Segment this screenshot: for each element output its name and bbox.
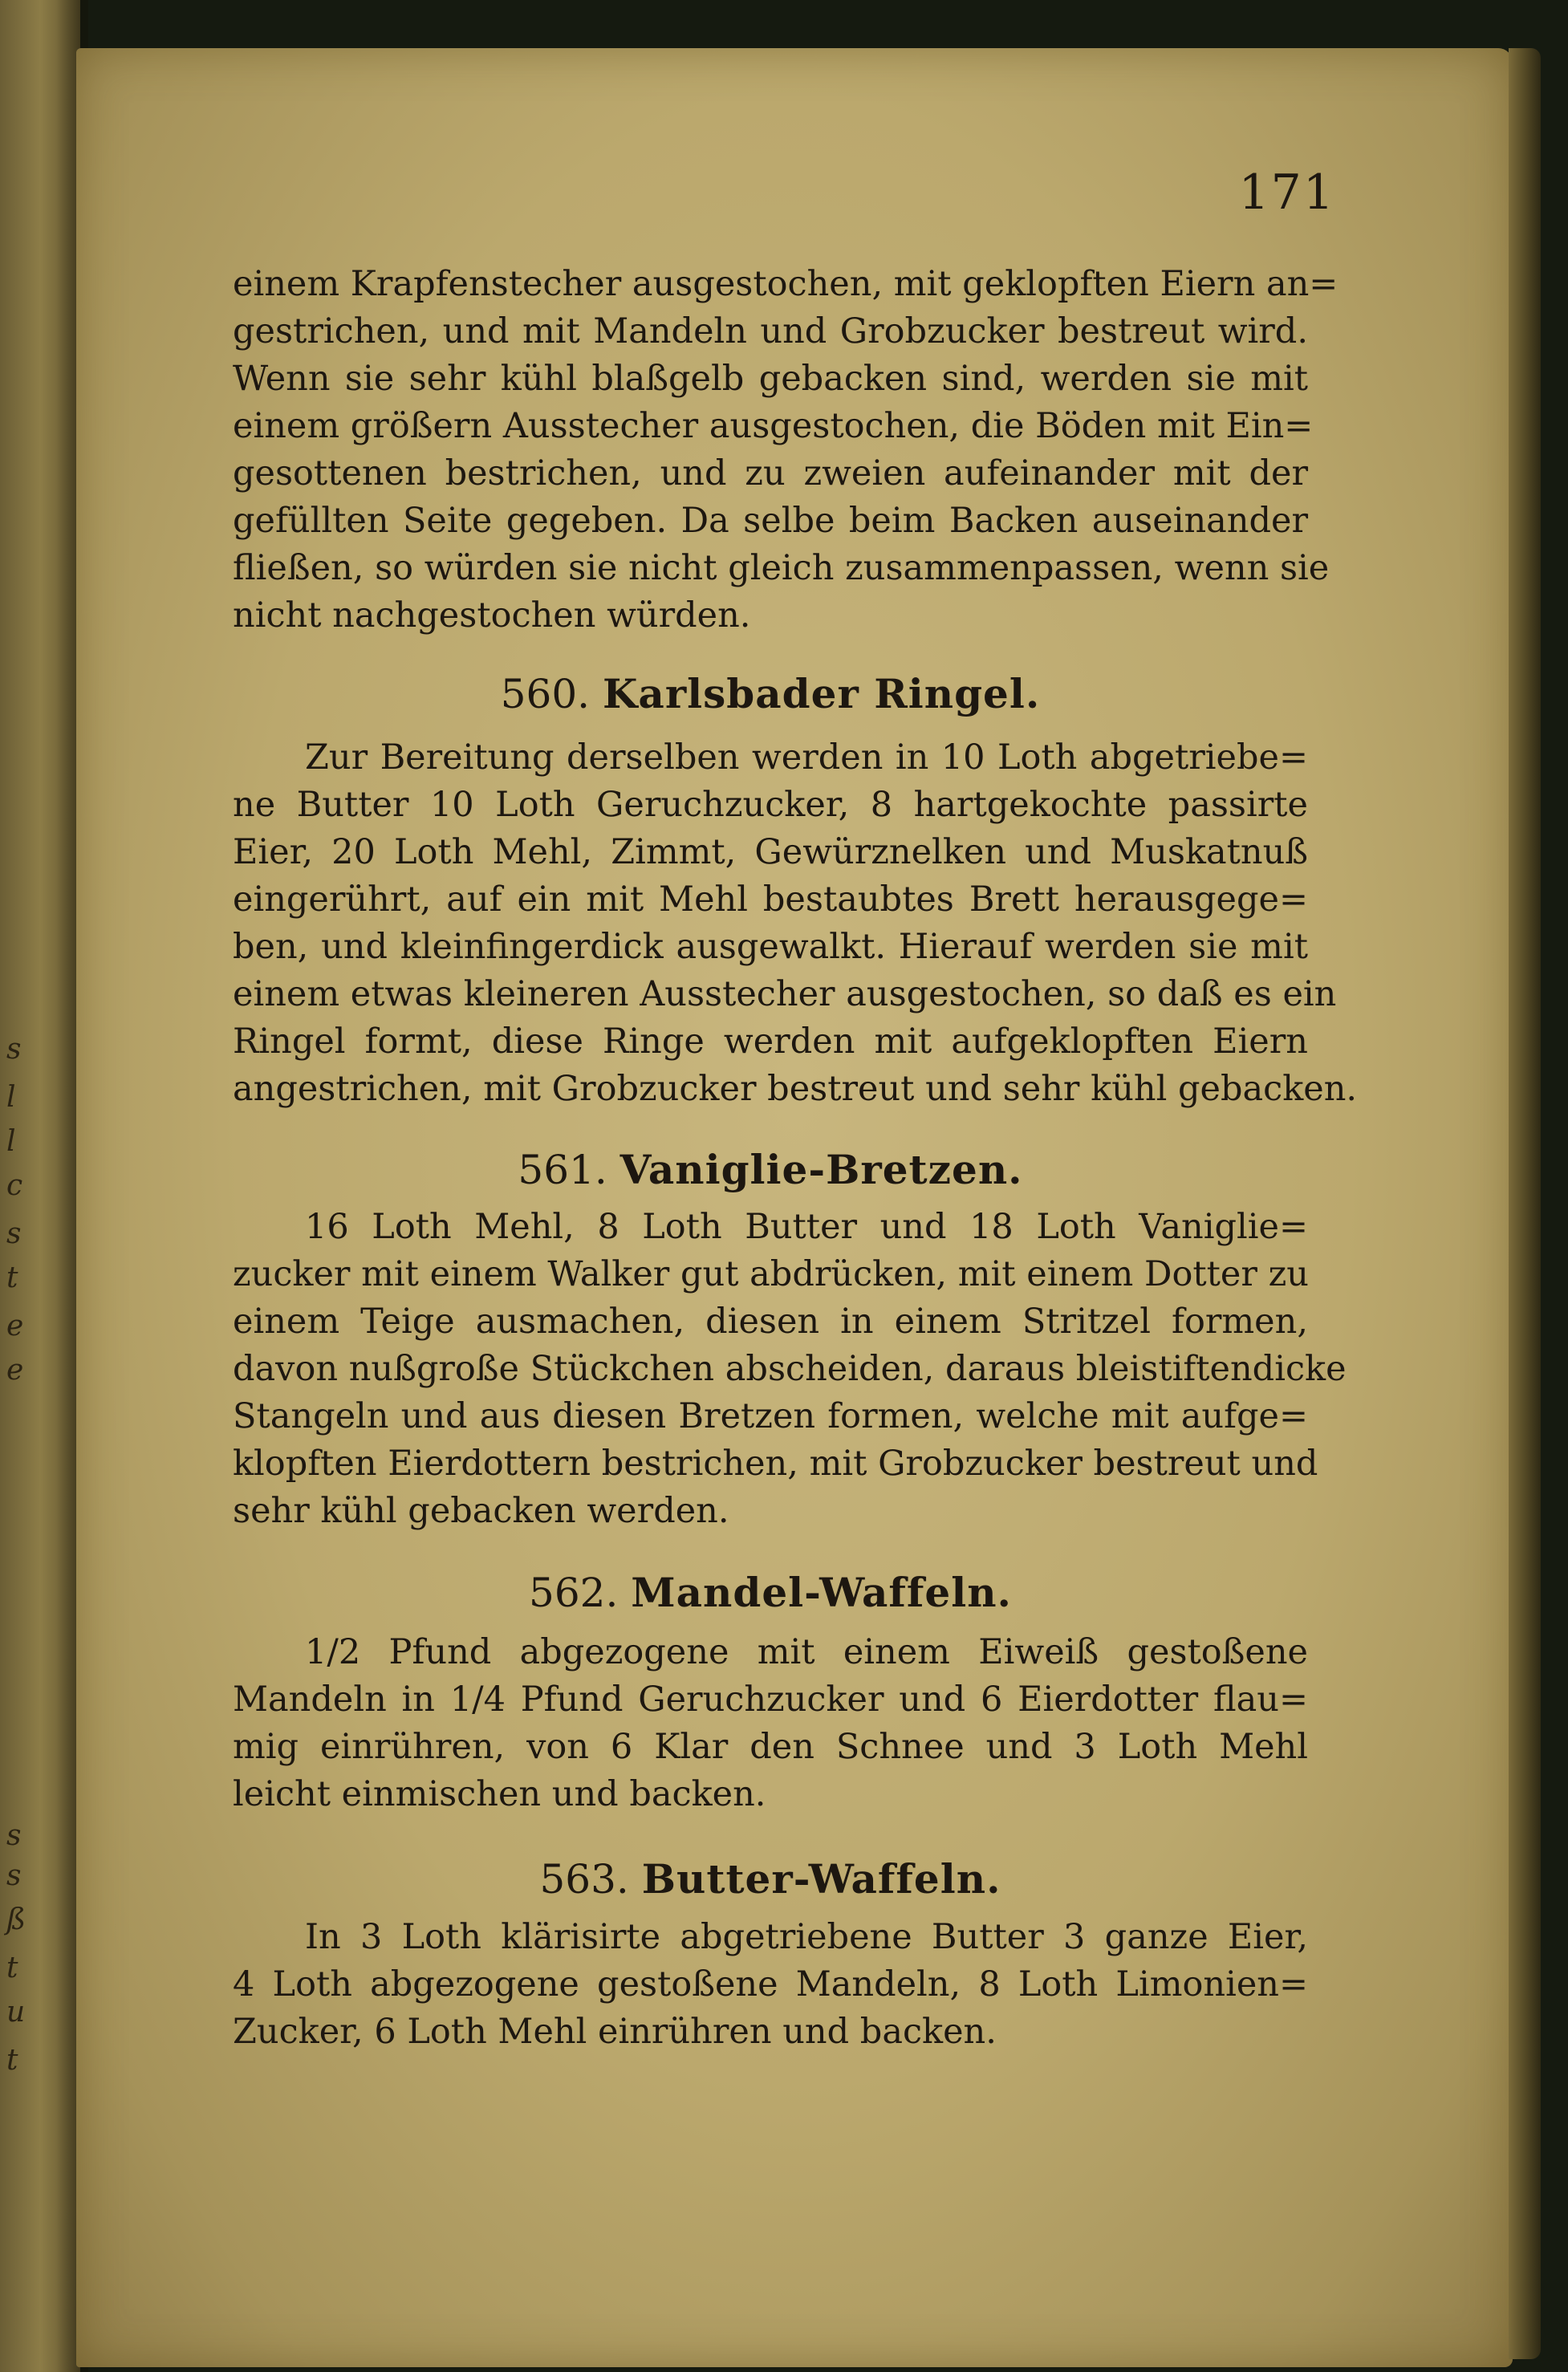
- page-stack-edge: [1509, 48, 1541, 2359]
- margin-fragment: t: [6, 1952, 18, 1984]
- text-line: 1/2 Pfund abgezogene mit einem Eiweiß gestoßene: [305, 1632, 1308, 1672]
- recipe-number: 563.: [539, 1856, 629, 1903]
- margin-fragment: s: [6, 1217, 22, 1250]
- recipe-body: [233, 1629, 1308, 1818]
- margin-fragment: e: [6, 1310, 24, 1342]
- recipe-title: Mandel-Waffeln.: [631, 1569, 1012, 1616]
- margin-fragment: t: [6, 1261, 18, 1294]
- margin-fragment: s: [6, 1033, 22, 1066]
- text-line: ben, und kleinfingerdick ausgewalkt. Hierauf werden sie mit: [233, 927, 1308, 967]
- recipe-heading: [233, 1569, 1308, 1617]
- text-line: gestrichen, und mit Mandeln und Grobzucker bestreut wird.: [233, 311, 1308, 351]
- text-line: davon nußgroße Stückchen abscheiden, daraus bleistiftendicke: [233, 1349, 1347, 1389]
- text-line: mig einrühren, von 6 Klar den Schnee und 3 Loth Mehl: [233, 1727, 1308, 1767]
- text-line: einem Teige ausmachen, diesen in einem Stritzel formen,: [233, 1302, 1308, 1342]
- text-line: einem Krapfenstecher ausgestochen, mit geklopften Eiern an=: [233, 264, 1338, 304]
- text-line: gesottenen bestrichen, und zu zweien aufeinander mit der: [233, 453, 1308, 493]
- margin-fragment: l: [6, 1081, 16, 1114]
- recipe-number: 560.: [500, 671, 591, 717]
- text-line: zucker mit einem Walker gut abdrücken, mit einem Dotter zu: [233, 1254, 1309, 1294]
- margin-fragment: c: [6, 1169, 23, 1202]
- margin-fragment: t: [6, 2044, 18, 2077]
- margin-fragment: u: [6, 1996, 26, 2029]
- recipe-body: [233, 1914, 1308, 2056]
- text-line: Ringel formt, diese Ringe werden mit aufgeklopften Eiern: [233, 1022, 1308, 1062]
- text-line: einem größern Ausstecher ausgestochen, die Böden mit Ein=: [233, 406, 1314, 446]
- text-line: eingerührt, auf ein mit Mehl bestaubtes Brett herausgege=: [233, 879, 1308, 920]
- recipe-number: 561.: [518, 1147, 607, 1193]
- text-line: angestrichen, mit Grobzucker bestreut und sehr kühl gebacken.: [233, 1069, 1358, 1109]
- recipe-heading: [233, 1146, 1308, 1194]
- text-line: nicht nachgestochen würden.: [233, 595, 751, 636]
- recipe-number: 562.: [529, 1570, 619, 1616]
- page-number: 171: [1238, 164, 1335, 221]
- recipe-title: Vaniglie-Bretzen.: [619, 1146, 1023, 1193]
- text-line: einem etwas kleineren Ausstecher ausgestochen, so daß es ein: [233, 974, 1337, 1014]
- margin-fragment: e: [6, 1354, 24, 1387]
- recipe-body: [233, 1204, 1347, 1535]
- text-line: Eier, 20 Loth Mehl, Zimmt, Gewürznelken und Muskatnuß: [233, 832, 1308, 872]
- text-line: leicht einmischen und backen.: [233, 1774, 766, 1814]
- text-line: Zucker, 6 Loth Mehl einrühren und backen.: [233, 2012, 997, 2052]
- text-line: ne Butter 10 Loth Geruchzucker, 8 hartgekochte passirte: [233, 785, 1308, 825]
- margin-fragment: s: [6, 1859, 22, 1892]
- margin-fragment: l: [6, 1125, 16, 1158]
- text-line: 16 Loth Mehl, 8 Loth Butter und 18 Loth Vaniglie=: [305, 1207, 1308, 1247]
- text-line: Mandeln in 1/4 Pfund Geruchzucker und 6 Eierdotter flau=: [233, 1679, 1308, 1720]
- recipe-title: Butter-Waffeln.: [641, 1855, 1001, 1903]
- text-line: 4 Loth abgezogene gestoßene Mandeln, 8 Loth Limonien=: [233, 1964, 1308, 2004]
- recipe-body: [233, 734, 1358, 1113]
- text-line: klopften Eierdottern bestrichen, mit Grobzucker bestreut und: [233, 1444, 1318, 1484]
- margin-fragment: s: [6, 1819, 22, 1852]
- text-line: fließen, so würden sie nicht gleich zusammenpassen, wenn sie: [233, 548, 1330, 588]
- text-line: In 3 Loth klärisirte abgetriebene Butter 3 ganze Eier,: [305, 1917, 1308, 1957]
- margin-fragment: ß: [6, 1903, 26, 1936]
- recipe-title: Karlsbader Ringel.: [602, 670, 1041, 717]
- intro-paragraph: [233, 261, 1338, 640]
- text-line: gefüllten Seite gegeben. Da selbe beim Backen auseinander: [233, 501, 1308, 541]
- text-line: Wenn sie sehr kühl blaßgelb gebacken sind, werden sie mit: [233, 359, 1308, 399]
- text-line: sehr kühl gebacken werden.: [233, 1491, 729, 1531]
- text-line: Zur Bereitung derselben werden in 10 Loth abgetriebe=: [305, 737, 1308, 778]
- text-line: Stangeln und aus diesen Bretzen formen, welche mit aufge=: [233, 1396, 1308, 1436]
- recipe-heading: [233, 1855, 1308, 1903]
- recipe-heading: [233, 670, 1308, 718]
